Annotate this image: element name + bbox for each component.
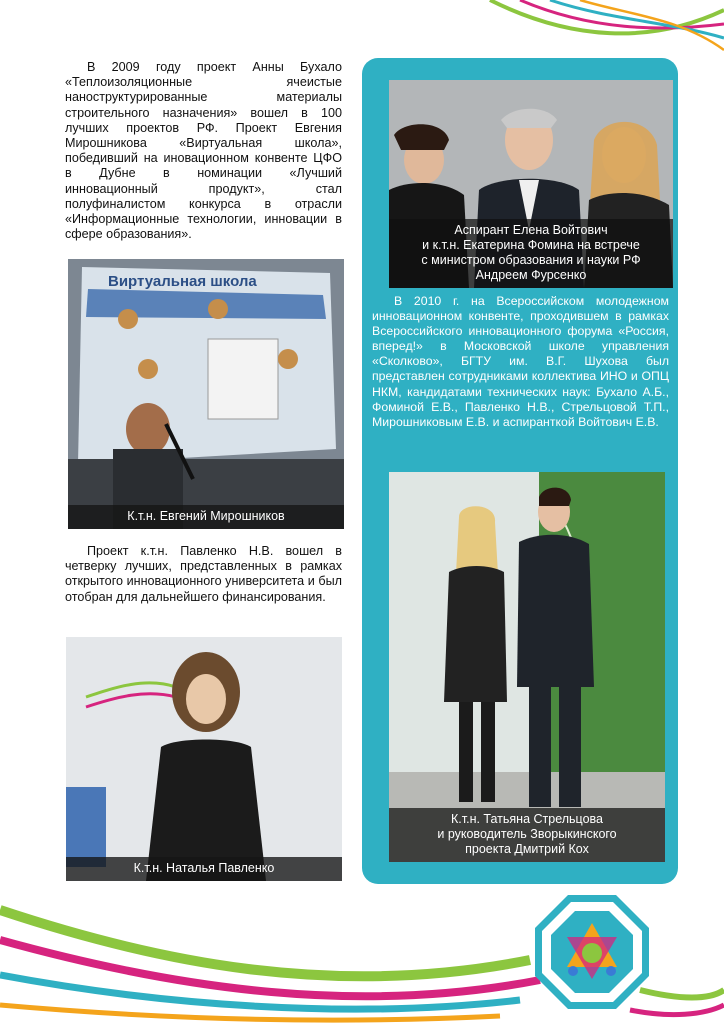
photo-caption-pavlenko xyxy=(66,857,342,881)
photo-streltsova-kokh xyxy=(389,472,665,862)
photo-pavlenko xyxy=(66,637,342,881)
paragraph-pavlenko-project: Проект к.т.н. Павленко Н.В. вошел в четверку лучших, представленных в рамках открытого инновационного университета и был отобран для дальнейшего финансирования. xyxy=(65,544,342,604)
caption-line: проекта Дмитрий Кох xyxy=(465,842,589,856)
paragraph-2010-convent: В 2010 г. на Всероссийском молодежном инновационном конвенте, проходившем в рамках Всероссийского инновационного форума «Россия, вперед!» в Московской школе управления «Сколково», БГТУ им. В.Г. Шухова был представлен сотрудниками коллектива ИНО и ОПЦ НКМ, кандидатами технических наук: Бухало А.Б., Фоминой Е.В., Павленко Н.В., Стрельцовой Т.П., Мирошниковым Е.В. и аспиранткой Войтович Е.В. xyxy=(372,294,669,429)
logo-seal-icon xyxy=(533,893,651,1011)
caption-line: и к.т.н. Екатерина Фомина на встрече xyxy=(422,238,640,252)
photo-miroshnikov xyxy=(68,259,344,529)
convent-scene xyxy=(389,472,665,862)
screen-title: Виртуальная школа xyxy=(108,273,257,290)
caption-text: К.т.н. Евгений Мирошников xyxy=(127,509,285,523)
photo-caption-miroshnikov xyxy=(68,505,344,529)
photo-minister-meeting xyxy=(389,80,673,288)
photo-caption-streltsova xyxy=(389,808,665,862)
panel-text-block xyxy=(372,294,669,430)
paragraph-2009-projects: В 2009 году проект Анны Бухало «Теплоизоляционные ячеистые наноструктурированные материалы строительного назначения» вошел в 100 лучших проектов РФ. Проект Евгения Мирошникова «Виртуальная школа», победивший на иновационном конвенте ЦФО в Дубне в номинации «Лучший инновационный продукт», стал полуфиналистом конкурса в отрасли «Информационные технологии, инновации в сфере образования». xyxy=(65,60,342,242)
presentation-scene xyxy=(68,259,344,529)
photo-caption-minister xyxy=(389,219,673,288)
caption-line: с министром образования и науки РФ xyxy=(421,253,641,267)
caption-line: К.т.н. Татьяна Стрельцова xyxy=(451,812,603,826)
caption-line: Андреем Фурсенко xyxy=(475,268,587,282)
caption-line: Аспирант Елена Войтович xyxy=(454,223,608,237)
university-logo xyxy=(533,893,651,1011)
caption-line: и руководитель Зворыкинского xyxy=(437,827,617,841)
caption-text: К.т.н. Наталья Павленко xyxy=(133,861,275,875)
portrait-scene xyxy=(66,637,342,881)
